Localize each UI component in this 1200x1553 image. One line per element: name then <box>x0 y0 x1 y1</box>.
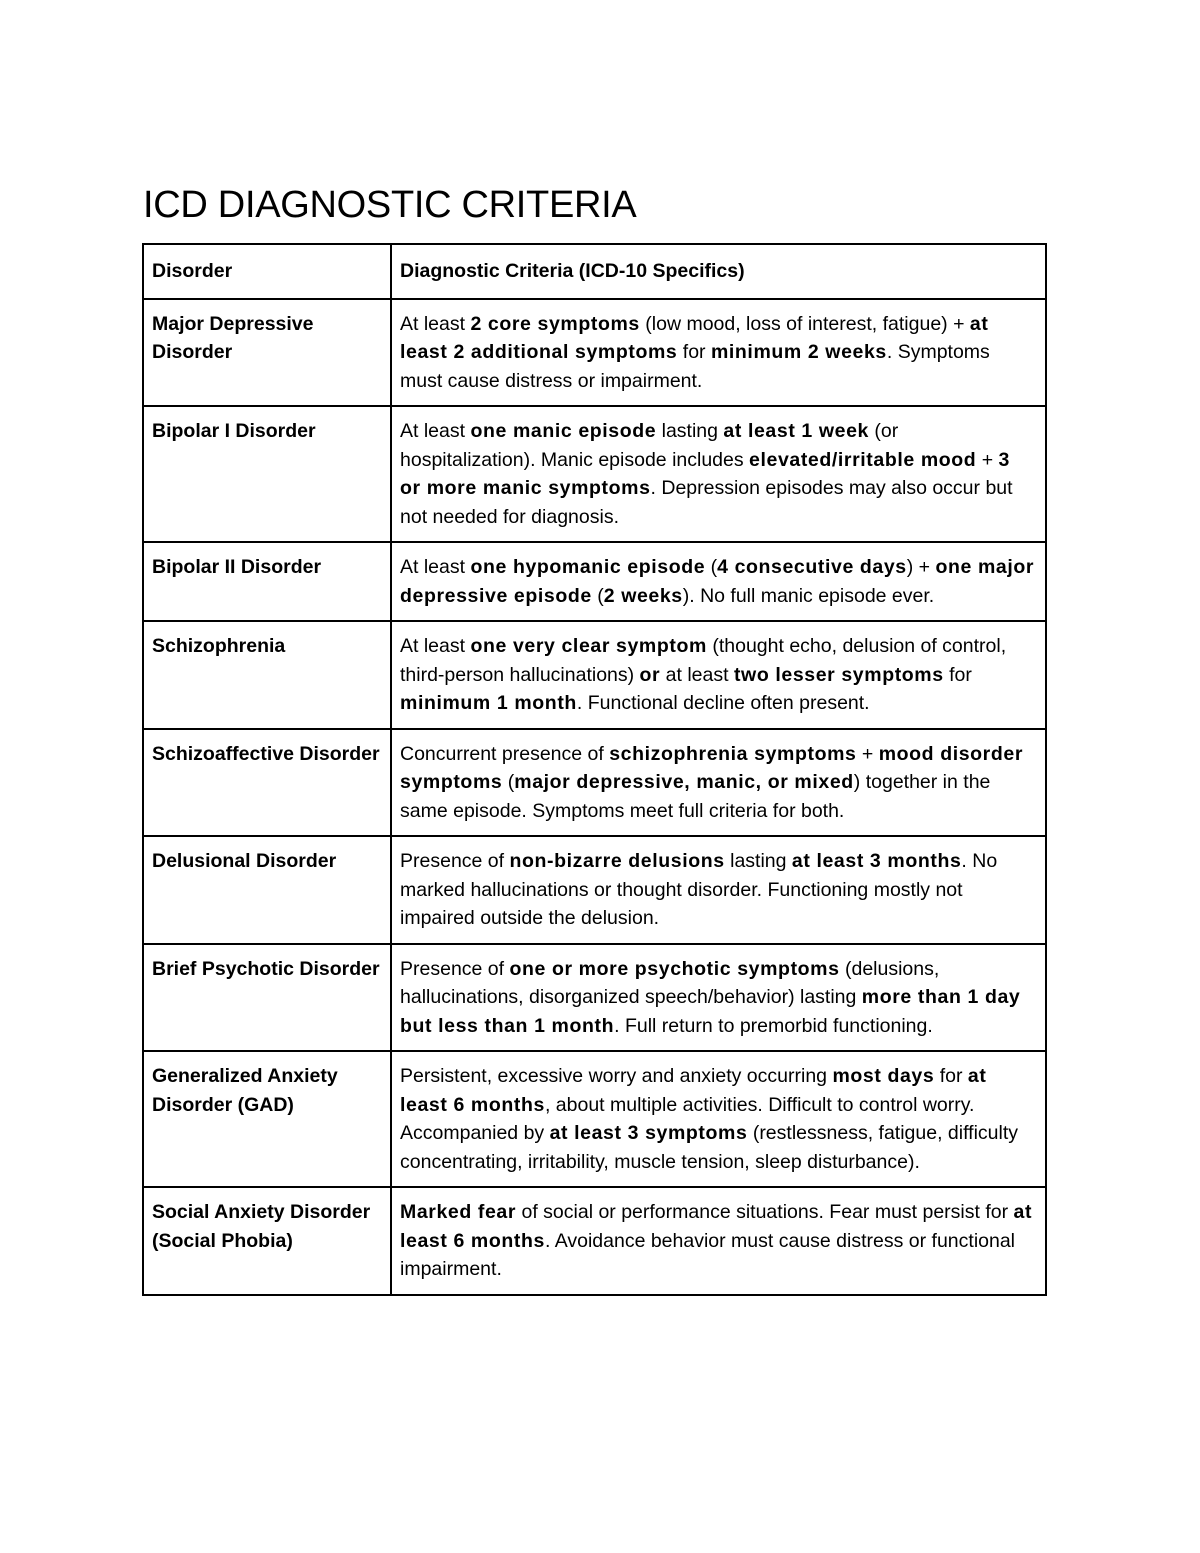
criteria-text: . Full return to premorbid functioning. <box>614 1014 933 1037</box>
criteria-text: , about multiple activities. Difficult to control worry. Accompanied by <box>400 1093 975 1144</box>
criteria-emphasis: at least 6 months <box>400 1201 1033 1252</box>
criteria-emphasis: or <box>639 663 661 686</box>
criteria-emphasis: 2 core symptoms <box>470 312 640 335</box>
criteria-text: ). No full manic episode ever. <box>682 584 935 607</box>
criteria-emphasis: elevated/irritable mood <box>749 448 977 471</box>
table-row <box>143 1187 1046 1295</box>
criteria-emphasis: one hypomanic episode <box>470 556 706 578</box>
criteria-emphasis: at least 1 week <box>723 420 869 442</box>
criteria-emphasis: 3 or more manic symptoms <box>400 448 1010 499</box>
criteria-text: . Symptoms must cause distress or impairment. <box>400 341 990 392</box>
diagnostic-criteria-table <box>142 243 1047 1296</box>
criteria-text: (or hospitalization). Manic episode includes <box>400 420 899 471</box>
criteria-text: + <box>976 448 999 471</box>
criteria-emphasis: one or more psychotic symptoms <box>509 957 840 980</box>
criteria-emphasis: at least 3 months <box>791 850 962 872</box>
header-criteria: Diagnostic Criteria (ICD-10 Specifics) <box>391 244 1046 299</box>
table-row <box>143 406 1046 542</box>
criteria-text: At least <box>400 420 471 442</box>
criteria-text: for <box>934 1065 968 1087</box>
criteria-text: Persistent, excessive worry and anxiety occurring <box>400 1065 833 1087</box>
table-body <box>143 244 1046 1295</box>
disorder-criteria <box>391 1187 1046 1295</box>
criteria-text: lasting <box>724 850 792 872</box>
criteria-text: (delusions, hallucinations, disorganized speech/behavior) lasting <box>400 957 940 1008</box>
criteria-text: Concurrent presence of <box>400 742 610 765</box>
criteria-emphasis: more than 1 day but less than 1 month <box>400 986 1021 1037</box>
disorder-name: Major Depressive Disorder <box>143 299 391 407</box>
disorder-criteria <box>391 299 1046 407</box>
disorder-criteria <box>391 621 1046 729</box>
criteria-emphasis: minimum 2 weeks <box>710 341 887 363</box>
disorder-name: Bipolar II Disorder <box>143 542 391 621</box>
table-row <box>143 944 1046 1052</box>
criteria-text: (low mood, loss of interest, fatigue) + <box>639 312 970 335</box>
criteria-emphasis: at least 3 symptoms <box>549 1122 748 1144</box>
criteria-text: ) together in the same episode. Symptoms meet full criteria for both. <box>400 771 991 822</box>
disorder-name: Social Anxiety Disorder (Social Phobia) <box>143 1187 391 1295</box>
criteria-text: ( <box>705 556 718 578</box>
header-disorder: Disorder <box>143 244 391 299</box>
criteria-emphasis: minimum 1 month <box>400 692 577 714</box>
criteria-text: (thought echo, delusion of control, third-person hallucinations) <box>400 635 1007 686</box>
criteria-text: . Avoidance behavior must cause distress or functional impairment. <box>400 1229 1016 1280</box>
criteria-text: (restlessness, fatigue, difficulty concentrating, irritability, muscle tension, sleep disturbance). <box>400 1122 1018 1173</box>
table-row <box>143 299 1046 407</box>
criteria-text: lasting <box>656 420 724 442</box>
disorder-criteria <box>391 836 1046 944</box>
criteria-text: At least <box>400 556 471 578</box>
criteria-emphasis: non-bizarre delusions <box>509 850 725 872</box>
criteria-text: . No marked hallucinations or thought disorder. Functioning mostly not impaired outside the delusion. <box>400 850 998 929</box>
criteria-text: ) + <box>906 556 936 578</box>
disorder-name: Brief Psychotic Disorder <box>143 944 391 1052</box>
criteria-emphasis: one very clear symptom <box>470 635 707 657</box>
table-row <box>143 1051 1046 1187</box>
disorder-name: Schizophrenia <box>143 621 391 729</box>
disorder-criteria <box>391 406 1046 542</box>
criteria-emphasis: one major depressive episode <box>400 556 1035 607</box>
criteria-emphasis: major depressive, manic, or mixed <box>514 771 854 793</box>
criteria-text: ( <box>591 584 604 607</box>
criteria-text: Presence of <box>400 850 510 872</box>
criteria-emphasis: schizophrenia symptoms <box>609 742 857 765</box>
disorder-name: Bipolar I Disorder <box>143 406 391 542</box>
disorder-criteria <box>391 729 1046 837</box>
criteria-text: Presence of <box>400 957 510 980</box>
criteria-emphasis: Marked fear <box>400 1201 517 1223</box>
criteria-emphasis: most days <box>832 1065 935 1087</box>
criteria-text: + <box>856 742 879 765</box>
criteria-text: At least <box>400 312 471 335</box>
criteria-text: at least <box>660 663 734 686</box>
table-row <box>143 729 1046 837</box>
disorder-criteria <box>391 1051 1046 1187</box>
criteria-emphasis: 2 weeks <box>603 584 683 607</box>
criteria-emphasis: mood disorder symptoms <box>400 742 1024 793</box>
table-header-row <box>143 244 1046 299</box>
criteria-emphasis: two lesser symptoms <box>733 663 944 686</box>
criteria-text: . Depression episodes may also occur but not needed for diagnosis. <box>400 477 1013 528</box>
disorder-name: Schizoaffective Disorder <box>143 729 391 837</box>
page-title: ICD DIAGNOSTIC CRITERIA <box>143 184 637 226</box>
criteria-text: ( <box>502 771 515 793</box>
criteria-emphasis: at least 6 months <box>400 1065 987 1116</box>
criteria-text: of social or performance situations. Fear must persist for <box>516 1201 1014 1223</box>
disorder-name: Generalized Anxiety Disorder (GAD) <box>143 1051 391 1187</box>
table-row <box>143 621 1046 729</box>
disorder-criteria <box>391 944 1046 1052</box>
criteria-emphasis: 4 consecutive days <box>717 556 907 578</box>
disorder-name: Delusional Disorder <box>143 836 391 944</box>
criteria-text: At least <box>400 635 471 657</box>
disorder-criteria <box>391 542 1046 621</box>
criteria-emphasis: one manic episode <box>470 420 657 442</box>
table-row <box>143 542 1046 621</box>
criteria-text: for <box>943 663 972 686</box>
criteria-text: . Functional decline often present. <box>576 692 870 714</box>
criteria-emphasis: at least 2 additional symptoms <box>400 312 989 363</box>
table-row <box>143 836 1046 944</box>
criteria-text: for <box>677 341 711 363</box>
